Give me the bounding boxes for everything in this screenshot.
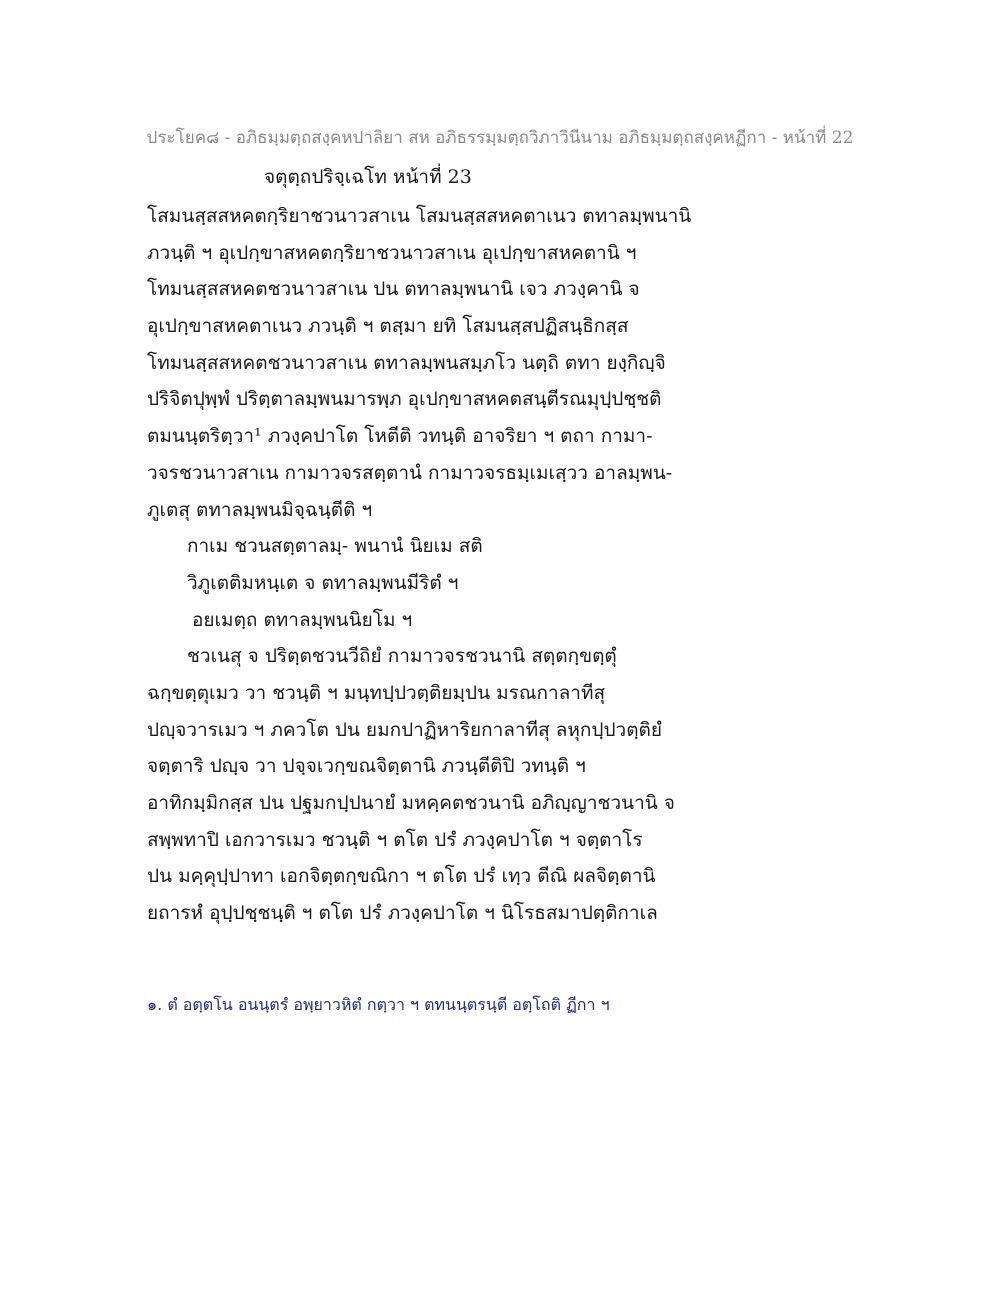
text-line: โทมนสฺสสหคตชวนาวสาเน ตทาลมฺพนสมฺภโว นตฺถิ ตทา ยงฺกิญฺจิ xyxy=(147,351,666,374)
text-line: โทมนสฺสสหคตชวนาวสาเน ปน ตทาลมฺพนานิ เจว ภวงฺคานิ จ xyxy=(147,278,640,301)
verse-line: อยเมตฺถ ตทาลมฺพนนิยโม ฯ xyxy=(192,608,413,631)
text-line: ปน มคฺคุปฺปาทา เอกจิตฺตกฺขณิกา ฯ ตโต ปรํ เทฺว ตีณิ ผลจิตฺตานิ xyxy=(147,865,656,888)
running-header: ประโยค๘ - อภิธมฺมตฺถสงฺคหปาลิยา สห อภิธรรมฺมตฺถวิภาวินีนาม อภิธมฺมตฺถสงฺคหฏีกา - หน้าที่ 22 xyxy=(146,128,854,148)
verse-line: กาเม ชวนสตฺตาลมฺ- พนานํ นิยเม สติ xyxy=(187,535,483,558)
chapter-heading: จตุตฺถปริจฺเฉโท หน้าที่ 23 xyxy=(264,166,472,188)
body-text xyxy=(147,198,867,932)
footnote: ๑. ตํ อตฺตโน อนนฺตรํ อพฺยาวหิตํ กตฺวา ฯ ตทนนฺตรนฺตี อตฺโถติ ฏีกา ฯ xyxy=(147,995,610,1014)
text-line: วจรชวนาวสาเน กามาวจรสตฺตานํ กามาวจรธมฺเมเสฺวว อาลมฺพน- xyxy=(147,461,673,484)
text-line: จตฺตาริ ปญฺจ วา ปจฺจเวกฺขณจิตฺตานิ ภวนฺตีติปิ วทนฺติ ฯ xyxy=(147,755,586,778)
text-line: ตมนนฺตริตฺวา¹ ภวงฺคปาโต โหตีติ วทนฺติ อาจริยา ฯ ตถา กามา- xyxy=(147,425,653,448)
verse-line: วิภูเตติมหนฺเต จ ตทาลมฺพนมีริตํ ฯ xyxy=(187,571,459,594)
text-line: ภวนฺติ ฯ อุเปกฺขาสหคตกฺริยาชวนาวสาเน อุเปกฺขาสหคตานิ ฯ xyxy=(147,241,637,264)
text-line: อาทิกมฺมิกสฺส ปน ปฐมกปฺปนายํ มหคฺคตชวนานิ อภิญฺญาชวนานิ จ xyxy=(147,792,675,814)
text-line: ฉกฺขตฺตุเมว วา ชวนฺติ ฯ มนฺทปฺปวตฺติยมฺปน มรณกาลาทีสุ xyxy=(147,681,606,704)
text-line: ภูเตสุ ตทาลมฺพนมิจฺฉนฺตีติ ฯ xyxy=(147,498,373,521)
text-line: สพฺพทาปิ เอกวารเมว ชวนฺติ ฯ ตโต ปรํ ภวงฺคปาโต ฯ จตฺตาโร xyxy=(147,828,643,851)
text-line: ปริจิตปุพฺพํ ปริตฺตาลมฺพนมารพฺภ อุเปกฺขาสหคตสนฺตีรณมุปฺปชฺชติ xyxy=(147,388,662,411)
paragraph-first-line: ชวเนสุ จ ปริตฺตชวนวีถิยํ กามาวจรชวนานิ สตฺตกฺขตฺตุํ xyxy=(187,645,617,668)
text-line: ปญฺจวารเมว ฯ ภควโต ปน ยมกปาฏิหาริยกาลาทีสุ ลหุกปฺปวตฺติยํ xyxy=(147,718,663,741)
text-line: ยถารหํ อุปฺปชฺชนฺติ ฯ ตโต ปรํ ภวงฺคปาโต ฯ นิโรธสมาปตฺติกาเล xyxy=(147,902,658,925)
text-line: อุเปกฺขาสหคตาเนว ภวนฺติ ฯ ตสฺมา ยทิ โสมนสฺสปฏิสนฺธิกสฺส xyxy=(147,315,629,338)
text-line: โสมนสฺสสหคตกฺริยาชวนาวสาเน โสมนสฺสสหคตาเนว ตทาลมฺพนานิ xyxy=(147,205,692,227)
